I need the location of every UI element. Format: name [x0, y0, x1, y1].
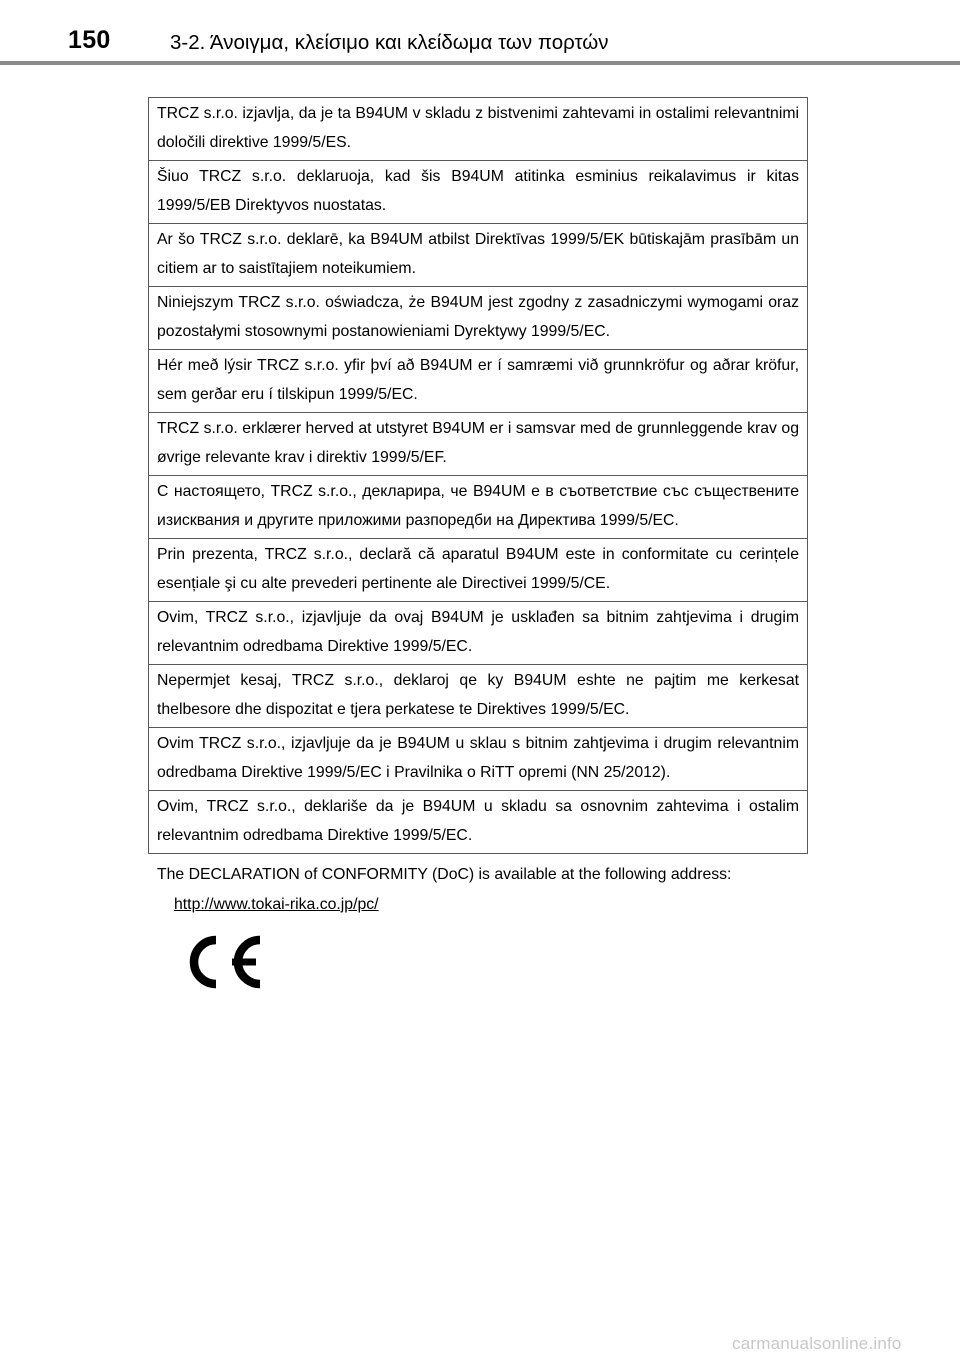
ce-mark-icon — [180, 930, 268, 994]
table-row — [149, 665, 808, 728]
watermark: carmanualsonline.info — [732, 1334, 902, 1353]
declaration-serbian: Ovim, TRCZ s.r.o., deklariše da je B94UM u skladu sa osnovnim zahtevima i ostalim relevantnim odredbama Direktive 1999/5/EC. — [149, 791, 808, 854]
header-divider — [0, 61, 960, 65]
declaration-albanian: Nepermjet kesaj, TRCZ s.r.o., deklaroj qe ky B94UM eshte ne pajtim me kerkesat thelbesore dhe dispozitat e tjera perkatese te Direktives 1999/5/EC. — [149, 665, 808, 728]
declaration-romanian: Prin prezenta, TRCZ s.r.o., declară că aparatul B94UM este in conformitate cu cerințele esențiale şi cu alte prevederi pertinente ale Directivei 1999/5/CE. — [149, 539, 808, 602]
section-title: 3-2. Άνοιγμα, κλείσιμο και κλείδωμα των πορτών — [170, 31, 609, 54]
table-row — [149, 287, 808, 350]
declaration-latvian: Ar šo TRCZ s.r.o. deklarē, ka B94UM atbilst Direktīvas 1999/5/EK būtiskajām prasībām un citiem ar to saistītajiem noteikumiem. — [149, 224, 808, 287]
declaration-slovenian: TRCZ s.r.o. izjavlja, da je ta B94UM v skladu z bistvenimi zahtevami in ostalimi relevantnimi določili direktive 1999/5/ES. — [149, 98, 808, 161]
declaration-polish: Niniejszym TRCZ s.r.o. oświadcza, że B94UM jest zgodny z zasadniczymi wymogami oraz pozostałymi stosownymi postanowieniami Dyrektywy 1999/5/EC. — [149, 287, 808, 350]
doc-url-link[interactable]: http://www.tokai-rika.co.jp/pc/ — [174, 896, 379, 913]
page-header — [0, 0, 960, 70]
table-row — [149, 161, 808, 224]
table-row — [149, 539, 808, 602]
declaration-lithuanian: Šiuo TRCZ s.r.o. deklaruoja, kad šis B94UM atitinka esminius reikalavimus ir kitas 1999/5/EB Direktyvos nuostatas. — [149, 161, 808, 224]
table-row — [149, 224, 808, 287]
declaration-icelandic: Hér með lýsir TRCZ s.r.o. yfir því að B94UM er í samræmi við grunnkröfur og aðrar kröfur, sem gerðar eru í tilskipun 1999/5/EC. — [149, 350, 808, 413]
declaration-bulgarian: С настоящето, TRCZ s.r.o., декларира, че B94UM е в съответствие със съществените изисквания и другите приложими разпоредби на Директива 1999/5/ЕС. — [149, 476, 808, 539]
table-row — [149, 476, 808, 539]
table-row — [149, 602, 808, 665]
declarations-table — [148, 97, 808, 854]
table-row — [149, 350, 808, 413]
table-row — [149, 791, 808, 854]
declaration-croatian: Ovim TRCZ s.r.o., izjavljuje da je B94UM u sklau s bitnim zahtjevima i drugim relevantnim odredbama Direktive 1999/5/EC i Pravilnika o RiTT opremi (NN 25/2012). — [149, 728, 808, 791]
table-row — [149, 98, 808, 161]
doc-availability-note: The DECLARATION of CONFORMITY (DoC) is available at the following address: — [157, 866, 732, 883]
ce-mark-c — [194, 940, 216, 984]
table-row — [149, 728, 808, 791]
page-number: 150 — [68, 26, 111, 54]
declaration-bosnian: Ovim, TRCZ s.r.o., izjavljuje da ovaj B94UM je usklađen sa bitnim zahtjevima i drugim relevantnim odredbama Direktive 1999/5/EC. — [149, 602, 808, 665]
table-row — [149, 413, 808, 476]
declaration-norwegian: TRCZ s.r.o. erklærer herved at utstyret B94UM er i samsvar med de grunnleggende krav og øvrige relevante krav i direktiv 1999/5/EF. — [149, 413, 808, 476]
